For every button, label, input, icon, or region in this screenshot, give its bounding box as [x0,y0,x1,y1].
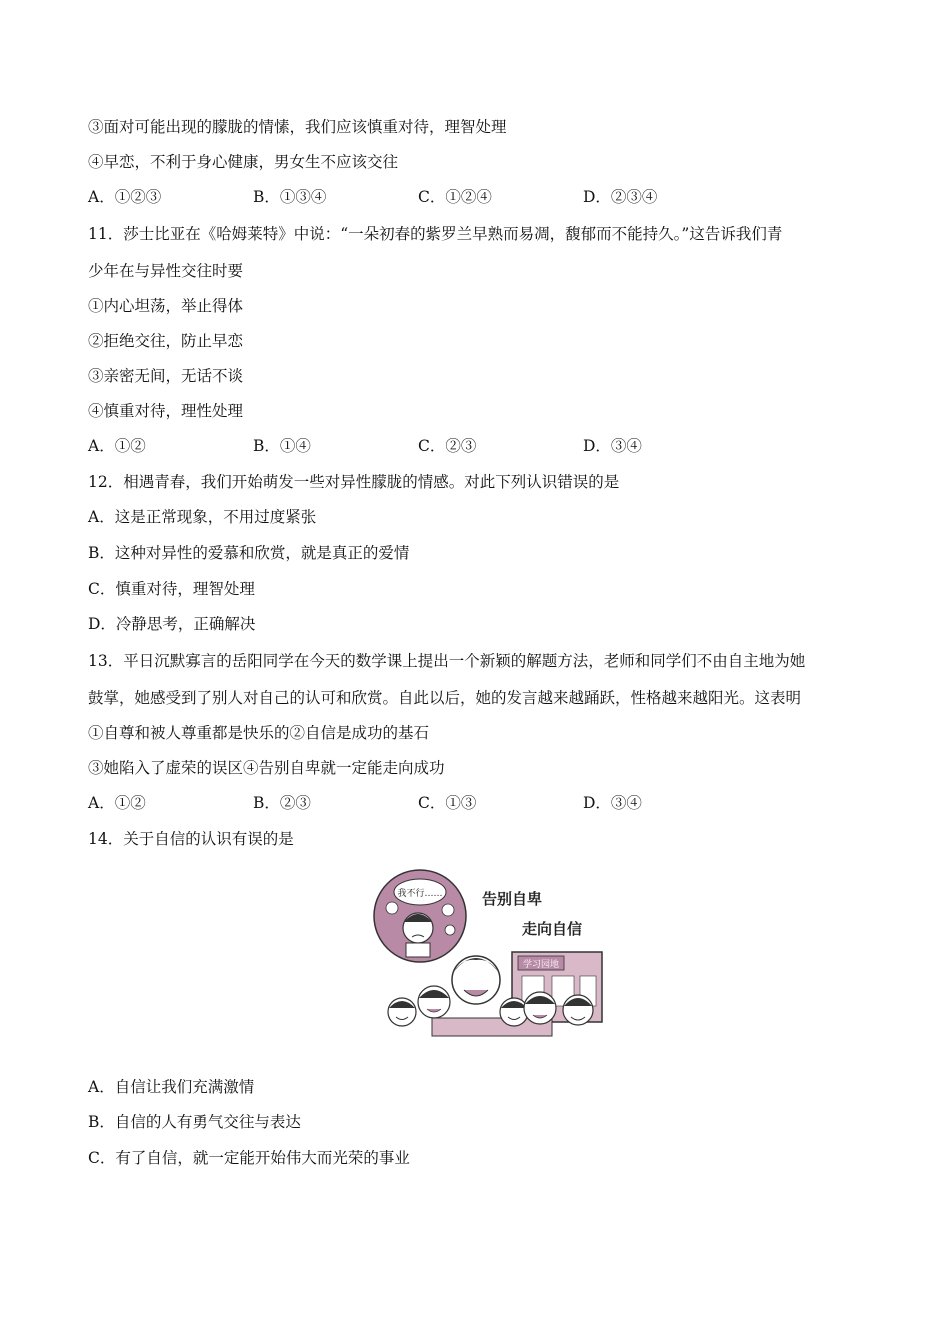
q13-items-line-1: ①自尊和被人尊重都是快乐的②自信是成功的基石 [88,724,430,742]
q11-stem-line-1: 11．莎士比亚在《哈姆莱特》中说：“一朵初春的紫罗兰早熟而易凋，馥郁而不能持久。”这告诉我们青 [88,225,783,243]
q13-stem-line-1: 13．平日沉默寡言的岳阳同学在今天的数学课上提出一个新颖的解题方法，老师和同学们不由自主地为她 [88,652,806,670]
q11-option-a: A．①② [88,437,146,455]
q10-option-b: B．①③④ [253,188,327,206]
q13-stem-line-2: 鼓掌，她感受到了别人对自己的认可和欣赏。自此以后，她的发言越来越踊跃，性格越来越阳光。这表明 [88,689,802,707]
q13-option-b: B．②③ [253,794,311,812]
q11-item-3: ③亲密无间，无话不谈 [88,367,244,385]
q11-option-d: D．③④ [583,437,642,455]
q12-option-a: A．这是正常现象，不用过度紧张 [88,508,317,526]
q11-item-2: ②拒绝交往，防止早恋 [88,332,244,350]
caption-farewell: 告别自卑 [482,890,543,908]
q10-item-3: ③面对可能出现的朦胧的情愫，我们应该慎重对待，理智处理 [88,118,507,136]
q14-option-b: B．自信的人有勇气交往与表达 [88,1113,301,1131]
q14-option-a: A．自信让我们充满激情 [88,1078,255,1096]
q12-option-b: B．这种对异性的爱慕和欣赏，就是真正的爱情 [88,544,410,562]
bubble-text: 我不行…… [397,889,443,899]
q12-option-d: D．冷静思考，正确解决 [88,615,256,633]
q14-illustration [372,862,608,1040]
confidence-cartoon-image [372,862,608,1040]
happy-child-face [452,956,500,1004]
q10-option-d: D．②③④ [583,188,658,206]
q13-items-line-2: ③她陷入了虚荣的误区④告别自卑就一定能走向成功 [88,759,445,777]
q12-option-c: C．慎重对待，理智处理 [88,580,255,598]
q11-option-b: B．①④ [253,437,311,455]
q10-option-c: C．①②④ [418,188,492,206]
q11-option-c: C．②③ [418,437,477,455]
q12-stem: 12．相遇青春，我们开始萌发一些对异性朦胧的情感。对此下列认识错误的是 [88,473,620,491]
q11-item-4: ④慎重对待，理性处理 [88,402,244,420]
caption-confidence: 走向自信 [522,920,583,938]
q14-stem: 14．关于自信的认识有误的是 [88,830,294,848]
q11-stem-line-2: 少年在与异性交往时要 [88,262,244,280]
q10-option-a: A．①②③ [88,188,162,206]
board-title: 学习园地 [522,960,560,970]
q13-option-a: A．①② [88,794,146,812]
q14-option-c: C．有了自信，就一定能开始伟大而光荣的事业 [88,1149,410,1167]
q10-item-4: ④早恋，不利于身心健康，男女生不应该交往 [88,153,399,171]
q11-item-1: ①内心坦荡，举止得体 [88,297,244,315]
q13-option-d: D．③④ [583,794,642,812]
q13-option-c: C．①③ [418,794,477,812]
